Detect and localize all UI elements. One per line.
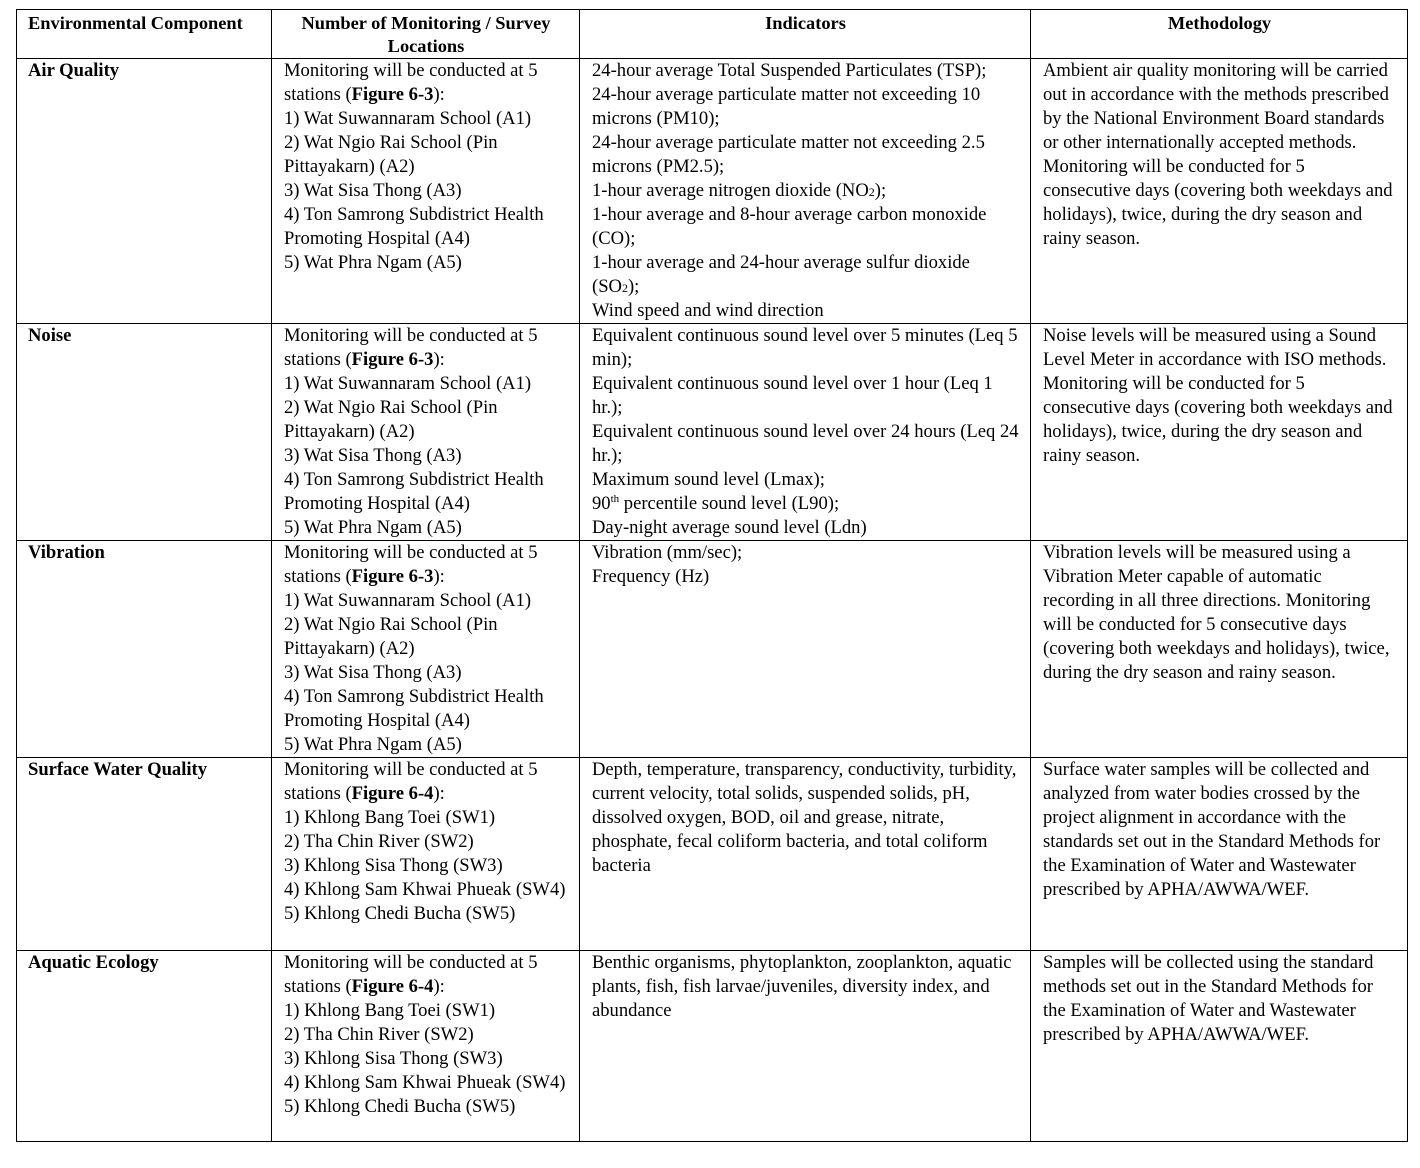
figure-reference: Figure 6-3 — [351, 566, 434, 587]
indicator-item: 1-hour average and 24-hour average sulfur dioxide (SO2); — [592, 252, 970, 297]
indicator-item: Equivalent continuous sound level over 24 hours (Leq 24 hr.); — [592, 421, 1019, 466]
location-item: 4) Ton Samrong Subdistrict Health Promoting Hospital (A4) — [284, 469, 544, 514]
header-environmental-component: Environmental Component — [17, 10, 272, 59]
figure-reference: Figure 6-3 — [351, 84, 434, 105]
location-item: 4) Khlong Sam Khwai Phueak (SW4) — [284, 1072, 566, 1093]
indicator-item: Maximum sound level (Lmax); — [592, 469, 825, 490]
location-item: 4) Ton Samrong Subdistrict Health Promoting Hospital (A4) — [284, 204, 544, 249]
indicator-item: 24-hour average particulate matter not exceeding 10 microns (PM10); — [592, 84, 981, 129]
indicator-item: Wind speed and wind direction — [592, 300, 824, 321]
location-item: 1) Wat Suwannaram School (A1) — [284, 590, 532, 611]
location-item: 3) Wat Sisa Thong (A3) — [284, 662, 462, 683]
location-item: 3) Khlong Sisa Thong (SW3) — [284, 855, 503, 876]
location-item: 1) Khlong Bang Toei (SW1) — [284, 807, 496, 828]
location-item: 2) Tha Chin River (SW2) — [284, 1024, 474, 1045]
location-item: 3) Wat Sisa Thong (A3) — [284, 180, 462, 201]
location-item: 1) Wat Suwannaram School (A1) — [284, 373, 532, 394]
header-indicators: Indicators — [580, 10, 1031, 59]
figure-reference: Figure 6-3 — [351, 349, 434, 370]
location-item: 3) Khlong Sisa Thong (SW3) — [284, 1048, 503, 1069]
indicator-item: Frequency (Hz) — [592, 566, 710, 587]
indicator-item: Equivalent continuous sound level over 1 hour (Leq 1 hr.); — [592, 373, 993, 418]
locations-intro: Monitoring will be conducted at 5 stations (Figure 6-4): — [284, 759, 538, 804]
location-item: 2) Tha Chin River (SW2) — [284, 831, 474, 852]
methodology-cell: Samples will be collected using the standard methods set out in the Standard Methods for the Examination of Water and Wastewater prescribed by APHA/AWWA/WEF. — [1031, 951, 1408, 1142]
location-item: 2) Wat Ngio Rai School (Pin Pittayakarn) (A2) — [284, 614, 498, 659]
table-header-row — [17, 10, 1408, 59]
figure-reference: Figure 6-4 — [351, 976, 434, 997]
locations-intro: Monitoring will be conducted at 5 stations (Figure 6-3): — [284, 542, 538, 587]
indicator-item: 1-hour average and 8-hour average carbon monoxide (CO); — [592, 204, 987, 249]
indicators-cell: Depth, temperature, transparency, conductivity, turbidity, current velocity, total solids, suspended solids, pH, dissolved oxygen, BOD, oil and grease, nitrate, phosphate, fecal coliform bacteria, and total coliform bacteria — [580, 758, 1031, 951]
location-item: 2) Wat Ngio Rai School (Pin Pittayakarn) (A2) — [284, 132, 498, 177]
monitoring-table — [16, 9, 1408, 1142]
table-row-noise — [17, 324, 1408, 541]
indicators-cell: Benthic organisms, phytoplankton, zooplankton, aquatic plants, fish, fish larvae/juveniles, diversity index, and abundance — [580, 951, 1031, 1142]
indicator-item: Day-night average sound level (Ldn) — [592, 517, 867, 538]
locations-cell — [272, 951, 580, 1142]
locations-cell — [272, 541, 580, 758]
location-item: 5) Wat Phra Ngam (A5) — [284, 252, 462, 273]
indicator-item: 1-hour average nitrogen dioxide (NO2); — [592, 180, 887, 201]
locations-intro: Monitoring will be conducted at 5 stations (Figure 6-4): — [284, 952, 538, 997]
component-cell: Aquatic Ecology — [17, 951, 272, 1142]
locations-intro: Monitoring will be conducted at 5 stations (Figure 6-3): — [284, 325, 538, 370]
location-item: 5) Khlong Chedi Bucha (SW5) — [284, 903, 516, 924]
locations-intro: Monitoring will be conducted at 5 stations (Figure 6-3): — [284, 60, 538, 105]
indicator-item: 24-hour average particulate matter not exceeding 2.5 microns (PM2.5); — [592, 132, 985, 177]
figure-reference: Figure 6-4 — [351, 783, 434, 804]
methodology-cell: Ambient air quality monitoring will be carried out in accordance with the methods prescribed by the National Environment Board standards or other internationally accepted methods. Monitoring will be conducted for 5 consecutive days (covering both weekdays and holidays), twice, during the dry season and rainy season. — [1031, 59, 1408, 324]
location-item: 1) Khlong Bang Toei (SW1) — [284, 1000, 496, 1021]
component-cell: Noise — [17, 324, 272, 541]
header-methodology: Methodology — [1031, 10, 1408, 59]
table-row-air-quality — [17, 59, 1408, 324]
component-cell: Vibration — [17, 541, 272, 758]
component-cell: Air Quality — [17, 59, 272, 324]
indicator-item: Equivalent continuous sound level over 5 minutes (Leq 5 min); — [592, 325, 1018, 370]
table-row-aquatic-ecology — [17, 951, 1408, 1142]
location-item: 4) Khlong Sam Khwai Phueak (SW4) — [284, 879, 566, 900]
location-item: 5) Wat Phra Ngam (A5) — [284, 734, 462, 755]
methodology-cell: Vibration levels will be measured using a Vibration Meter capable of automatic recording in all three directions. Monitoring will be conducted for 5 consecutive days (covering both weekdays and holidays), twice, during the dry season and rainy season. — [1031, 541, 1408, 758]
location-item: 5) Khlong Chedi Bucha (SW5) — [284, 1096, 516, 1117]
location-item: 2) Wat Ngio Rai School (Pin Pittayakarn) (A2) — [284, 397, 498, 442]
methodology-cell: Noise levels will be measured using a Sound Level Meter in accordance with ISO methods. Monitoring will be conducted for 5 consecutive days (covering both weekdays and holidays), twice, during the dry season and rainy season. — [1031, 324, 1408, 541]
location-item: 4) Ton Samrong Subdistrict Health Promoting Hospital (A4) — [284, 686, 544, 731]
locations-cell — [272, 324, 580, 541]
component-cell: Surface Water Quality — [17, 758, 272, 951]
indicators-cell — [580, 541, 1031, 758]
indicator-item: 90th percentile sound level (L90); — [592, 493, 840, 514]
indicator-item: Vibration (mm/sec); — [592, 542, 743, 563]
location-item: 5) Wat Phra Ngam (A5) — [284, 517, 462, 538]
location-item: 1) Wat Suwannaram School (A1) — [284, 108, 532, 129]
table-row-surface-water-quality — [17, 758, 1408, 951]
indicators-cell — [580, 324, 1031, 541]
location-item: 3) Wat Sisa Thong (A3) — [284, 445, 462, 466]
header-monitoring-locations: Number of Monitoring / Survey Locations — [272, 10, 580, 59]
methodology-cell: Surface water samples will be collected and analyzed from water bodies crossed by the project alignment in accordance with the standards set out in the Standard Methods for the Examination of Water and Wastewater prescribed by APHA/AWWA/WEF. — [1031, 758, 1408, 951]
indicators-cell — [580, 59, 1031, 324]
locations-cell — [272, 59, 580, 324]
indicator-item: 24-hour average Total Suspended Particulates (TSP); — [592, 60, 987, 81]
locations-cell — [272, 758, 580, 951]
table-row-vibration — [17, 541, 1408, 758]
